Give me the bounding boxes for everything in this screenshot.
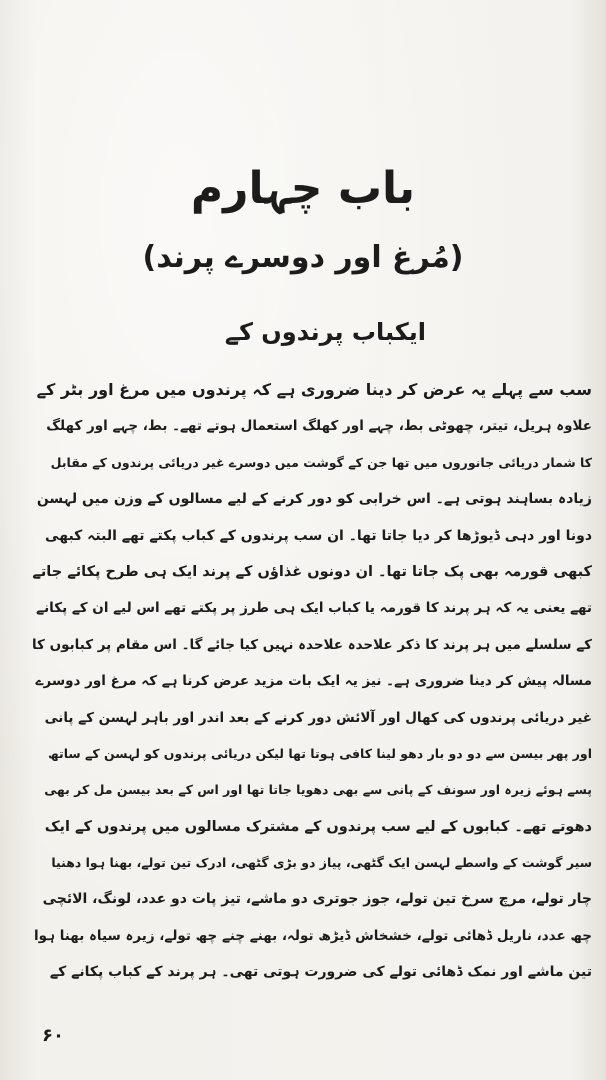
body-line: سیر گوشت کے واسطے لہسن ایک گٹھی، پیاز دو بڑی گٹھی، ادرک تین تولے، بھنا ہوا دھنیا [51, 855, 592, 871]
chapter-subtitle: (مُرغ اور دوسرے پرند) [142, 240, 464, 275]
body-line: تین ماشے اور نمک ڈھائی تولے کی ضرورت ہوتی تھی۔ ہر پرند کے کباب پکانے کے [49, 964, 592, 981]
body-line: علاوہ ہریل، تیتر، چھوٹی بط، چہے اور کھلگ استعمال ہوتے تھے۔ بط، چہے اور کھلگ [46, 418, 592, 435]
body-line: مسالہ پیش کر دینا ضروری ہے۔ نیز یہ ایک بات مزید عرض کرنا ہے کہ مرغ اور دوسرے [35, 673, 592, 690]
chapter-title: باب چہارم [190, 163, 416, 214]
body-line: کبھی قورمہ بھی پک جاتا تھا۔ ان دونوں غذاؤں کے پرند ایک ہی طرح پکائے جاتے [32, 563, 592, 580]
body-line: تھے یعنی یہ کہ ہر پرند کا قورمہ یا کباب ایک ہی طرز پر پکتے تھے اس لیے ان کے پکانے [36, 600, 592, 617]
body-line: پسے ہوئے زیرہ اور سونف کے پانی سے بھی دھویا جاتا تھا اور اس کے بعد بیسن مل کر بھی [44, 782, 592, 798]
body-line: کا شمار دریائی جانوروں میں تھا جن کے گوشت میں دوسرے غیر دریائی پرندوں کے مقابل [50, 454, 592, 470]
body-line: کے سلسلے میں ہر پرند کا ذکر علاحدہ علاحدہ نہیں کیا جائے گا۔ اس مقام پر کبابوں کا [32, 636, 592, 653]
body-line: چار تولے، مرچ سرخ تین تولے، جوز جوتری دو ماشے، تیز پات دو عدد، لونگ، الائچی [42, 891, 592, 908]
body-line: غیر دریائی پرندوں کی کھال اور آلائش دور کرنے کے بعد اندر اور باہر لہسن کے پانی [44, 709, 592, 726]
body-text [32, 372, 592, 991]
body-line: دونا اور دہی ڈیوڑھا کر دیا جاتا تھا۔ ان سب پرندوں کے کباب پکتے تھے البتہ کبھی [45, 527, 592, 544]
body-line: دھوتے تھے۔ کبابوں کے لیے سب پرندوں کے مشترک مسالوں میں پرندوں کے ایک [44, 818, 592, 835]
body-line: اور پھر بیسن سے دو دو بار دھو لینا کافی ہوتا تھا لیکن دریائی پرندوں کو لہسن کے ساتھ [48, 745, 592, 761]
body-line: سب سے پہلے یہ عرض کر دینا ضروری ہے کہ پرندوں میں مرغ اور بٹر کے [36, 380, 592, 399]
body-line: زیادہ بساہند ہوتی ہے۔ اس خرابی کو دور کرنے کے لیے مسالوں کے وزن میں لہسن [36, 491, 592, 508]
page-number: ۶۰ [42, 1025, 64, 1046]
body-line: چھ عدد، ناریل ڈھائی تولے، خشخاش ڈیڑھ تولہ، بھنے چنے چھ تولے، زیرہ سیاہ بھنا ہوا [34, 927, 592, 944]
section-heading: ایکباب پرندوں کے [224, 318, 426, 346]
